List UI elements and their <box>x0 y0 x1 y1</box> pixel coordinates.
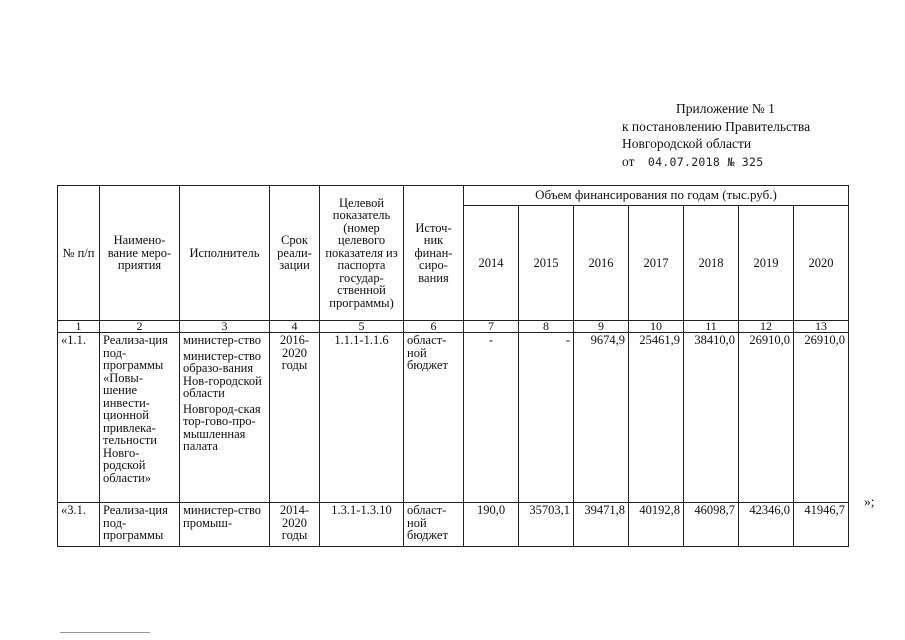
table-row <box>58 333 849 503</box>
column-number: 8 <box>519 321 574 333</box>
header-year: 2019 <box>739 206 794 321</box>
header-year: 2014 <box>464 206 519 321</box>
executor: министер-ство <box>183 333 262 347</box>
row-value: - <box>519 333 574 503</box>
column-number: 1 <box>58 321 100 333</box>
row-value: 38410,0 <box>684 333 739 503</box>
row-source: област-ной бюджет <box>404 333 464 503</box>
column-number: 7 <box>464 321 519 333</box>
header-name: Наимено-вание меро-приятия <box>100 186 180 321</box>
column-number: 5 <box>320 321 404 333</box>
column-number: 12 <box>739 321 794 333</box>
appendix-date-line <box>622 153 882 172</box>
header-year: 2017 <box>629 206 684 321</box>
header-indicator: Целевой показатель (номер целевого показателя из паспорта государ-ственной программы) <box>320 186 404 321</box>
executor: министер-ство образо-вания Нов-городской области <box>183 348 262 400</box>
column-number: 3 <box>180 321 270 333</box>
header-source: Источ-ник финан-сиро-вания <box>404 186 464 321</box>
executor: министер-ство промыш- <box>183 503 262 530</box>
row-value: 39471,8 <box>574 503 629 547</box>
header-year: 2016 <box>574 206 629 321</box>
financing-table <box>57 185 849 547</box>
row-term: 2014-2020 годы <box>270 503 320 547</box>
row-value: 25461,9 <box>629 333 684 503</box>
header-term: Срок реали-зации <box>270 186 320 321</box>
row-value: 42346,0 <box>739 503 794 547</box>
row-value: 46098,7 <box>684 503 739 547</box>
appendix-header <box>622 100 882 171</box>
header-row-1 <box>58 186 849 206</box>
column-number: 13 <box>794 321 849 333</box>
header-executor: Исполнитель <box>180 186 270 321</box>
row-value: 26910,0 <box>739 333 794 503</box>
row-trailer: »; <box>864 494 875 509</box>
header-financing-group: Объем финансирования по годам (тыс.руб.) <box>464 186 849 206</box>
row-value: 9674,9 <box>574 333 629 503</box>
row-num: «3.1. <box>58 503 100 547</box>
row-executors <box>180 503 270 547</box>
appendix-resolution: к постановлению Правительства <box>622 118 811 134</box>
row-num: «1.1. <box>58 333 100 503</box>
column-number: 10 <box>629 321 684 333</box>
row-indicator: 1.3.1-1.3.10 <box>320 503 404 547</box>
appendix-title: Приложение № 1 <box>676 101 775 116</box>
header-year: 2015 <box>519 206 574 321</box>
table-row <box>58 503 849 547</box>
row-name: Реализа-ция под-программы <box>100 503 180 547</box>
row-term: 2016-2020 годы <box>270 333 320 503</box>
row-value: - <box>464 333 519 503</box>
appendix-region: Новгородской области <box>622 136 752 151</box>
row-name: Реализа-ция под-программы «Повы-шение инвести-ционной привлека-тельности Новго-родской области» <box>100 333 180 503</box>
column-number: 4 <box>270 321 320 333</box>
row-source: област-ной бюджет <box>404 503 464 547</box>
column-number: 11 <box>684 321 739 333</box>
row-value: 35703,1 <box>519 503 574 547</box>
column-number: 2 <box>100 321 180 333</box>
row-value: 40192,8 <box>629 503 684 547</box>
row-value: 41946,7 <box>794 503 849 547</box>
header-year: 2018 <box>684 206 739 321</box>
row-value: 26910,0 <box>794 333 849 503</box>
date-prefix: от <box>622 153 635 169</box>
column-number: 6 <box>404 321 464 333</box>
scan-artifact <box>60 632 150 633</box>
date-number: 04.07.2018 № 325 <box>647 154 764 169</box>
row-executors <box>180 333 270 503</box>
row-value: 190,0 <box>464 503 519 547</box>
header-year: 2020 <box>794 206 849 321</box>
column-number-row <box>58 321 849 333</box>
column-number: 9 <box>574 321 629 333</box>
header-num: № п/п <box>58 186 100 321</box>
row-indicator: 1.1.1-1.1.6 <box>320 333 404 503</box>
executor: Новгород-ская тор-гово-про-мышленная палата <box>183 401 261 453</box>
